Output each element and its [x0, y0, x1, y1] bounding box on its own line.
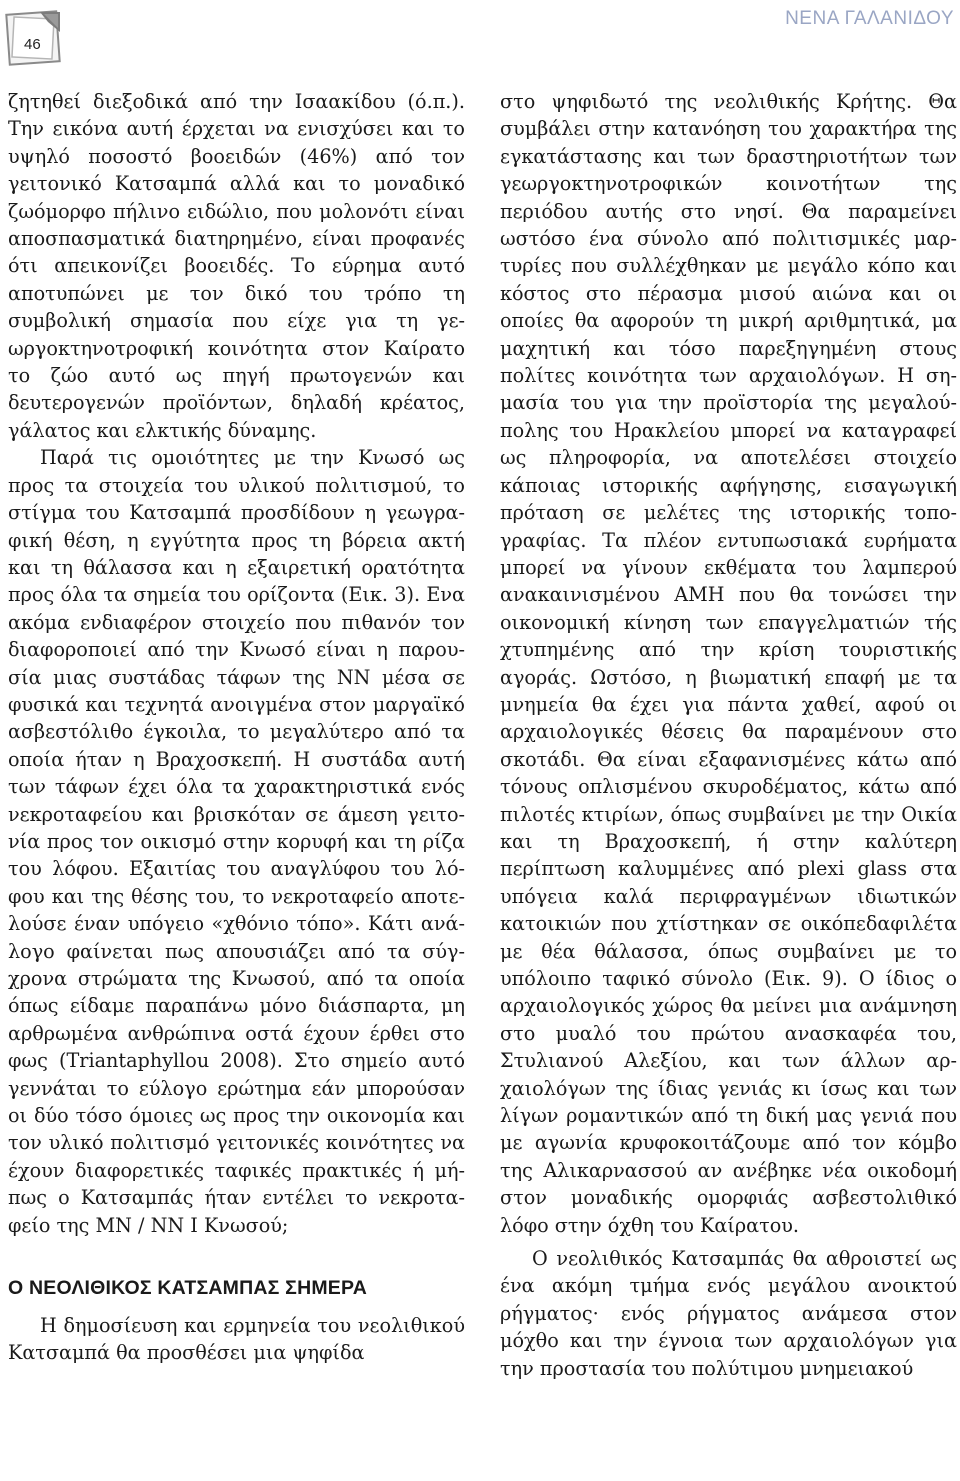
page-header — [0, 0, 960, 80]
section-heading: Ο ΝΕΟΛΙΘΙΚΟΣ ΚΑΤΣΑΜΠΑΣ ΣΗΜΕΡΑ — [8, 1277, 368, 1300]
left-paragraph-3: Η δημοσίευση και ερμηνεία του νεολιθικού Κατσαμπά θα προσθέσει μια ψηφίδα — [8, 1314, 465, 1365]
page-number: 46 — [24, 36, 41, 53]
left-paragraph-2: Παρά τις ομοιότητες με την Κνωσό ως προς τα στοιχεία του υλικού πολιτισμού, το στίγμα του Κατσαμπά προσδίδουν η γεωγραφική θέση, η εγγύτητα προς τη βόρεια ακτή και τη θάλασσα και η εξαιρετική ορατότητα προς όλα τα σημεία του ορίζοντα (Εικ. 3). Ενα ακόμα ενδιαφέρον στοιχείο που πιθανόν τον διαφοροποιεί από την Κνωσό είναι η παρουσία μιας συστάδας τάφων της ΝΝ μέσα σε φυσικά και τεχνητά ανοιγμένα στον μαργαϊκό ασβεστόλιθο έγκοιλα, το μεγαλύτερο από τα οποία ήταν η Βραχοσκεπή. Η συστάδα αυτή των τάφων έχει όλα τα χαρακτηριστικά ενός νεκροταφείου και βρισκόταν σε άμεση γειτονία προς τον οικισμό στην κορυφή και τη ρίζα του λόφου. Εξαιτίας του αναγλύφου του λόφου και της θέσης του, το νεκροταφείο αποτελούσε έναν υπόγειο «χθόνιο τόπο». Κάτι ανάλογο φαίνεται πως απουσιάζει από τα σύγχρονα στρώματα της Κνωσού, από τα οποία όπως είδαμε παραπάνω μόνο διάσπαρτα, μη αρθρωμένα ανθρώπινα οστά έχουν έρθει στο φως (Triantaphyllou 2008). Στο σημείο αυτό γεννάται το εύλογο ερώτημα εάν μπορούσαν οι δύο τόσο όμοιες ως προς την οικονομία και τον υλικό πολιτισμό γειτονικές κοινότητες να έχουν διαφορετικές ταφικές πρακτικές ή μήπως ο Κατσαμπάς ήταν εντέλει το νεκροταφείο της ΜΝ / ΝΝ Ι Κνωσού; — [8, 446, 465, 1237]
left-paragraph-1: ζητηθεί διεξοδικά από την Ισαακίδου (ό.π.). Την εικόνα αυτή έρχεται να ενισχύσει και το υψηλό ποσοστό βοοειδών (46%) από τον γειτονικό Κατσαμπά αλλά και το μοναδικό ζωόμορφο πήλινο ειδώλιο, που μολονότι είναι αποσπασματικά διατηρημένο, είναι προφανές ότι απεικονίζει βοοειδές. Το εύρημα αυτό αποτυπώνει με τον δικό του τρόπο τη συμβολική σημασία που είχε για τη γεωργοκτηνοτροφική κοινότητα στον Καίρατο το ζώο αυτό ως πηγή πρωτογενών και δευτερογενών προϊόντων, δηλαδή κρέατος, γάλατος και ελκτικής δύναμης. — [8, 90, 465, 442]
right-column — [500, 88, 957, 1382]
right-paragraph-2: Ο νεολιθικός Κατσαμπάς θα αθροιστεί ως ένα ακόμη τμήμα ενός μεγάλου ανοικτού ρήγματος· ενός ρήγματος ανάμεσα στον μόχθο και την έγνοια των αρχαιολόγων για την προστασία του πολύτιμου μνημειακού — [500, 1247, 957, 1380]
running-head-author: ΝΕΝΑ ΓΑΛΑΝΙΔΟΥ — [785, 8, 954, 29]
page-number-badge — [4, 8, 62, 66]
right-paragraph-1: στο ψηφιδωτό της νεολιθικής Κρήτης. Θα συμβάλει στην κατανόηση του χαρακτήρα της εγκατάστασης και των δραστηριοτήτων των γεωργοκτηνοτροφικών κοινοτήτων της περιόδου αυτής στο νησί. Θα παραμείνει ωστόσο ένα σύνολο από πολιτισμικές μαρτυρίες που συλλέχθηκαν με μεγάλο κόπο και κόστος στο πέρασμα μισού αιώνα και οι οποίες θα αφορούν τη μικρή αριθμητικά, μα μαχητική και τόσο παρεξηγημένη στους πολίτες κοινότητα των αρχαιολόγων. Η σημασία του για την προϊστορία της μεγαλούπολης του Ηρακλείου μπορεί να καταγραφεί ως πληροφορία, να αποτελέσει στοιχείο κάποιας ιστορικής αφήγησης, εισαγωγική πρόταση σε μελέτες της ιστορικής τοπογραφίας. Τα πλέον εντυπωσιακά ευρήματα μπορεί να γίνουν εκθέματα του λαμπερού ανακαινισμένου ΑΜΗ που θα τονώσει την οικονομική κίνηση των επαγγελματιών τής χτυπημένης από την κρίση τουριστικής αγοράς. Ωστόσο, η βιωματική επαφή με τα μνημεία θα έχει για πάντα χαθεί, αφού οι αρχαιολογικές θέσεις θα παραμένουν στο σκοτάδι. Θα είναι εξαφανισμένες κάτω από τόνους οπλισμένου σκυροδέματος, κάτω από πιλοτές κτιρίων, όπως συμβαίνει με την Οικία και τη Βραχοσκεπή, ή στην καλύτερη περίπτωση καλυμμένες από plexi glass στα υπόγεια καλά περιφραγμένων ιδιωτικών κατοικιών που χτίστηκαν σε οικόπεδαφιλέτα με θέα θάλασσα, όπως συμβαίνει με το υπόλοιπο ταφικό σύνολο (Εικ. 9). Ο ίδιος ο αρχαιολογικός χώρος θα μείνει μια ανάμνηση στο μυαλό του πρώτου ανασκαφέα του, Στυλιανού Αλεξίου, και των άλλων αρχαιολόγων της ίδιας γενιάς κι ίσως και των λίγων ρομαντικών από τη δική μας γενιά που με αγωνία κρυφοκοιτάζουμε από τον κόμβο της Αλικαρνασσού αν ανέβηκε νέα οικοδομή στον μοναδικής ομορφιάς ασβεστολιθικό λόφο στην όχθη του Καίρατου. — [500, 90, 957, 1237]
left-column — [8, 88, 465, 1367]
